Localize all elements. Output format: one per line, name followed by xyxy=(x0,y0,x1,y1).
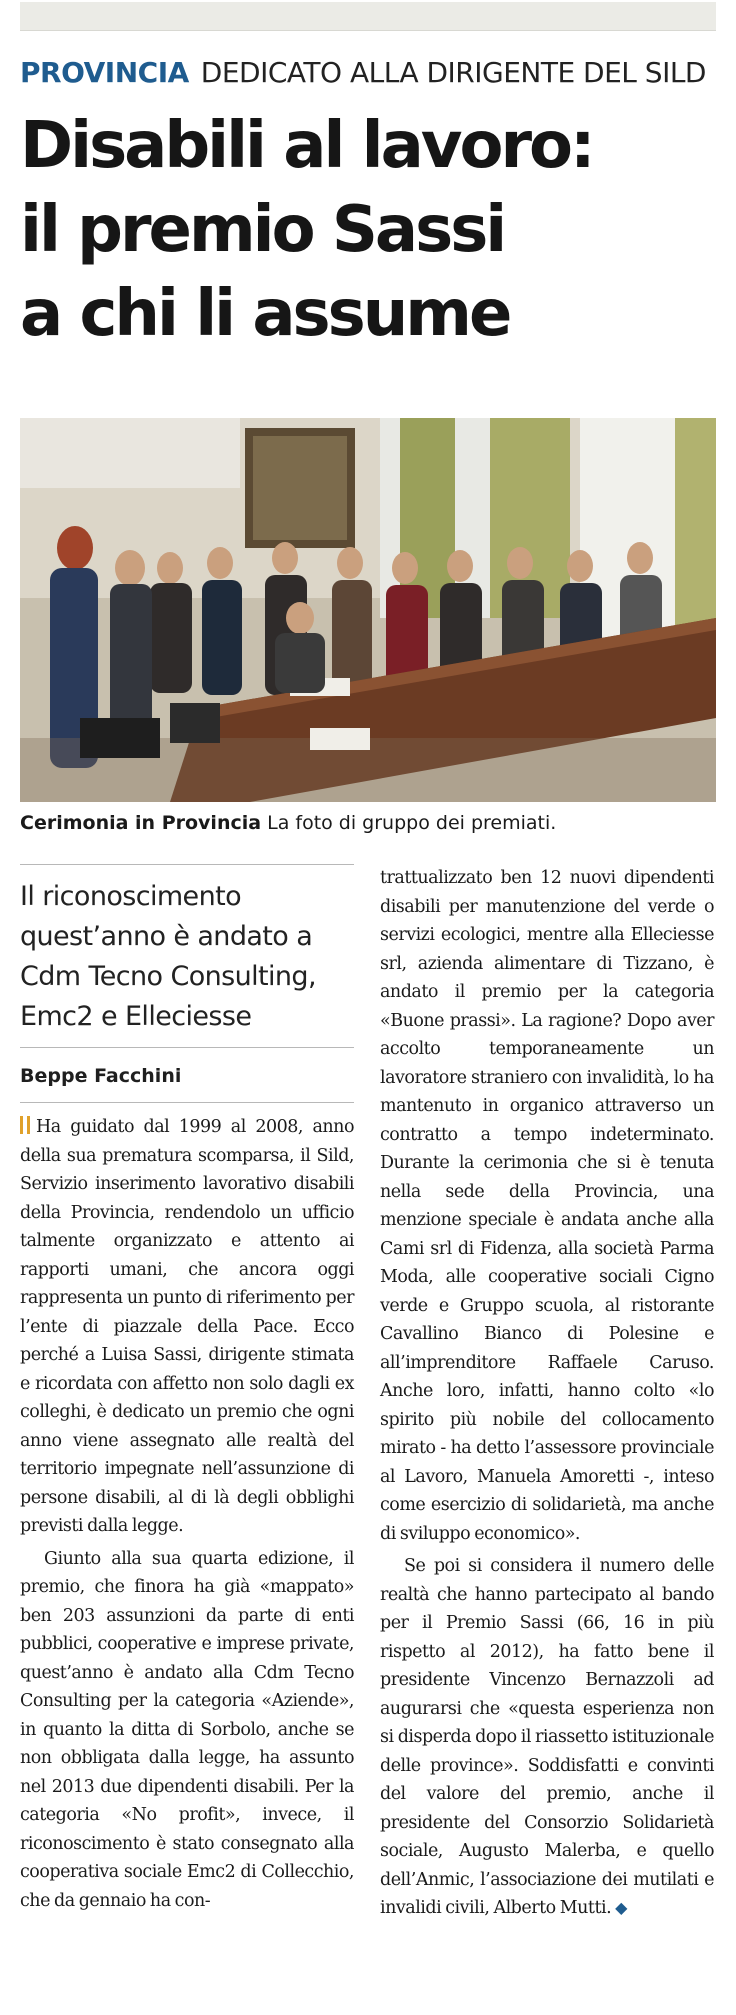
article-column-right xyxy=(380,864,714,1923)
caption-text: La foto di gruppo dei premiati. xyxy=(267,812,557,834)
summary-bottom-rule xyxy=(20,1047,354,1048)
photo-caption xyxy=(20,810,720,836)
end-diamond-icon: ◆ xyxy=(615,1898,627,1917)
paragraph-4 xyxy=(380,1552,714,1923)
summary-top-rule xyxy=(20,864,354,865)
headline xyxy=(20,104,720,356)
group-photo xyxy=(20,418,716,802)
caption-title: Cerimonia in Provincia xyxy=(20,812,262,834)
headline-line-3: a chi li assume xyxy=(20,277,510,351)
summary: Il riconoscimento quest’anno è andato a Cdm Tecno Consulting, Emc2 e Elleciesse xyxy=(20,881,316,1032)
headline-line-1: Disabili al lavoro: xyxy=(20,109,593,183)
paragraph-4-text: Se poi si considera il numero delle realtà che hanno partecipato al bando per il Premio Sassi (66, 16 in più rispetto al 2012), ha fatto bene il presidente Vincenzo Bernazzoli ad augurarsi che «questa esperienza non si disperda dopo il riassetto istituzionale delle province». Soddisfatti e convinti del valore del premio, anche il presidente del Consorzio Solidarietà sociale, Augusto Malerba, e quello dell’Anmic, l’associazione dei mutilati e invalidi civili, Alberto Mutti. xyxy=(380,1556,714,1918)
section-label: PROVINCIA xyxy=(20,56,189,89)
top-band xyxy=(20,2,716,31)
article-column-left xyxy=(20,864,354,1915)
paragraph-marker-icon xyxy=(20,1116,30,1134)
paragraph-2: Giunto alla sua quarta edizione, il premio, che finora ha già «mappato» ben 203 assunzioni da parte di enti pubblici, cooperative e imprese private, quest’anno è andato alla Cdm Tecno Consulting per la categoria «Aziende», in quanto la ditta di Sorbolo, anche se non obbligata dalla legge, ha assunto nel 2013 due dipendenti disabili. Per la categoria «No profit», invece, il riconoscimento è stato consegnato alla cooperativa sociale Emc2 di Collecchio, che da gennaio ha con- xyxy=(20,1548,354,1911)
paragraph-3: trattualizzato ben 12 nuovi dipendenti disabili per manutenzione del verde o servizi ecologici, mentre alla Elleciesse srl, azienda alimentare di Tizzano, è andato il premio per la categoria «Buone prassi». La ragione? Dopo aver accolto temporaneamente un lavoratore straniero con invalidità, lo ha mantenuto in organico attraverso un contratto a tempo indeterminato. Durante la cerimonia che si è tenuta nella sede della Provincia, una menzione speciale è andata anche alla Cami srl di Fidenza, alla società Parma Moda, alle cooperative sociali Cigno verde e Gruppo scuola, al ristorante Cavallino Bianco di Polesine e all’imprenditore Raffaele Caruso. Anche loro, infatti, hanno colto «lo spirito più nobile del collocamento mirato - ha detto l’assessore provinciale al Lavoro, Manuela Amoretti -, inteso come esercizio di solidarietà, ma anche di sviluppo economico». xyxy=(380,868,714,1544)
group-photo-illustration xyxy=(20,418,716,802)
kicker xyxy=(20,56,720,90)
byline-rule xyxy=(20,1102,354,1103)
byline: Beppe Facchini xyxy=(20,1065,182,1087)
kicker-subtitle: DEDICATO ALLA DIRIGENTE DEL SILD xyxy=(200,56,706,89)
paragraph-1-text: Ha guidato dal 1999 al 2008, anno della sua prematura scomparsa, il Sild, Servizio inserimento lavorativo disabili della Provincia, rendendolo un ufficio talmente organizzato e attento ai rapporti umani, che ancora oggi rappresenta un punto di riferimento per l’ente di piazzale della Pace. Ecco perché a Luisa Sassi, dirigente stimata e ricordata con affetto non solo dagli ex colleghi, è dedicato un premio che ogni anno viene assegnato alle realtà del territorio impegnate nell’assunzione di persone disabili, al di là degli obblighi previsti dalla legge. xyxy=(20,1117,354,1536)
paragraph-1 xyxy=(20,1113,354,1541)
headline-line-2: il premio Sassi xyxy=(20,193,505,267)
